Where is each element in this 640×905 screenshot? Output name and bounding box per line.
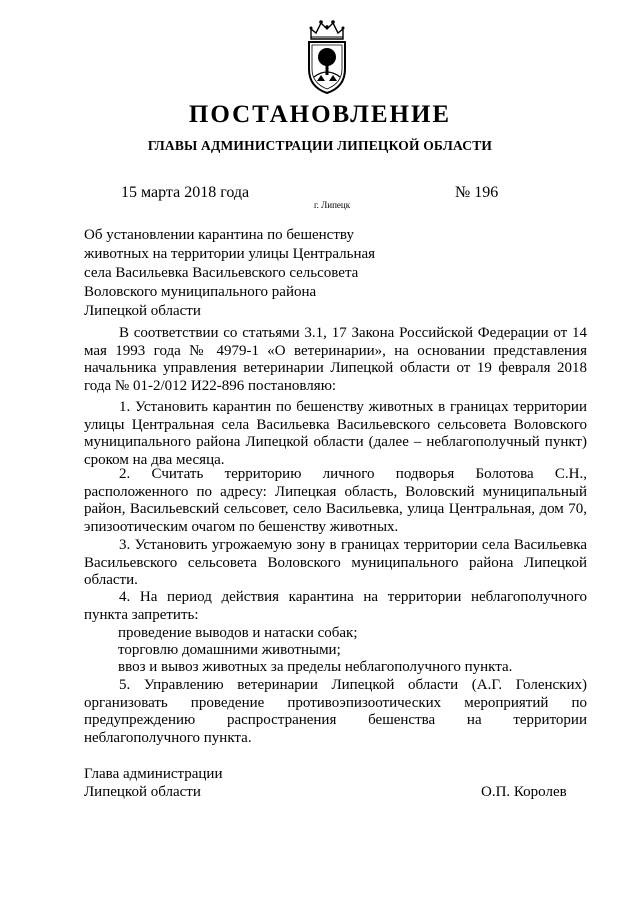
item-4-paragraph: 4. На период действия карантина на территории неблагополучного пункта запретить: — [84, 589, 587, 623]
heading-line: Воловского муниципального района — [84, 284, 317, 300]
heading-line: села Васильевка Васильевского сельсовета — [84, 265, 359, 281]
item-2-paragraph: 2. Считать территорию личного подворья Болотова С.Н., расположенного по адресу: Липецкая область, Воловский муниципальный район, Васильевский сельсовет, село Васильевка, улица Центральная, дом 70, эпизоотическим очагом по бешенству животных. — [84, 466, 587, 535]
item-5-paragraph: 5. Управлению ветеринарии Липецкой области (А.Г. Голенских) организовать проведение противоэпизоотических мероприятий по предупреждению распространения бешенства на территории неблагополучного пункта. — [84, 677, 587, 746]
item-3-paragraph: 3. Установить угрожаемую зону в границах территории села Васильевка Васильевского сельсовета Воловского муниципального района Липецкой области. — [84, 537, 587, 588]
heading-line: Об установлении карантина по бешенству — [84, 227, 354, 243]
document-city: г. Липецк — [314, 200, 351, 210]
document-heading — [84, 226, 414, 321]
document-date: 15 марта 2018 года — [121, 184, 250, 201]
document-subtitle: ГЛАВЫ АДМИНИСТРАЦИИ ЛИПЕЦКОЙ ОБЛАСТИ — [147, 138, 493, 153]
heading-line: животных на территории улицы Центральная — [84, 246, 376, 262]
item-4-bullet-c: ввоз и вывоз животных за пределы неблагополучного пункта. — [118, 659, 513, 675]
signer-name: О.П. Королев — [481, 784, 567, 800]
signature-title-line-1: Глава администрации — [84, 766, 223, 782]
preamble-paragraph: В соответствии со статьями 3.1, 17 Закона Российской Федерации от 14 мая 1993 года № 4979-1 «О ветеринарии», на основании представления начальника управления ветеринарии Липецкой области от 19 февраля 2018 года № 01-2/012 И22-896 постановляю: — [84, 325, 587, 394]
signature-title-line-2: Липецкой области — [84, 784, 201, 800]
document-number: № 196 — [455, 184, 499, 201]
heading-line: Липецкой области — [84, 303, 201, 319]
coat-of-arms-icon — [301, 17, 353, 95]
item-4-bullet-b: торговлю домашними животными; — [118, 642, 341, 658]
item-1-paragraph: 1. Установить карантин по бешенству животных в границах территории улицы Центральная села Васильевка Васильевского сельсовета Воловского муниципального района Липецкой области (далее – неблагополучный пункт) сроком на два месяца. — [84, 399, 587, 468]
item-4-bullet-a: проведение выводов и натаски собак; — [118, 625, 358, 641]
document-title: ПОСТАНОВЛЕНИЕ — [188, 101, 452, 128]
